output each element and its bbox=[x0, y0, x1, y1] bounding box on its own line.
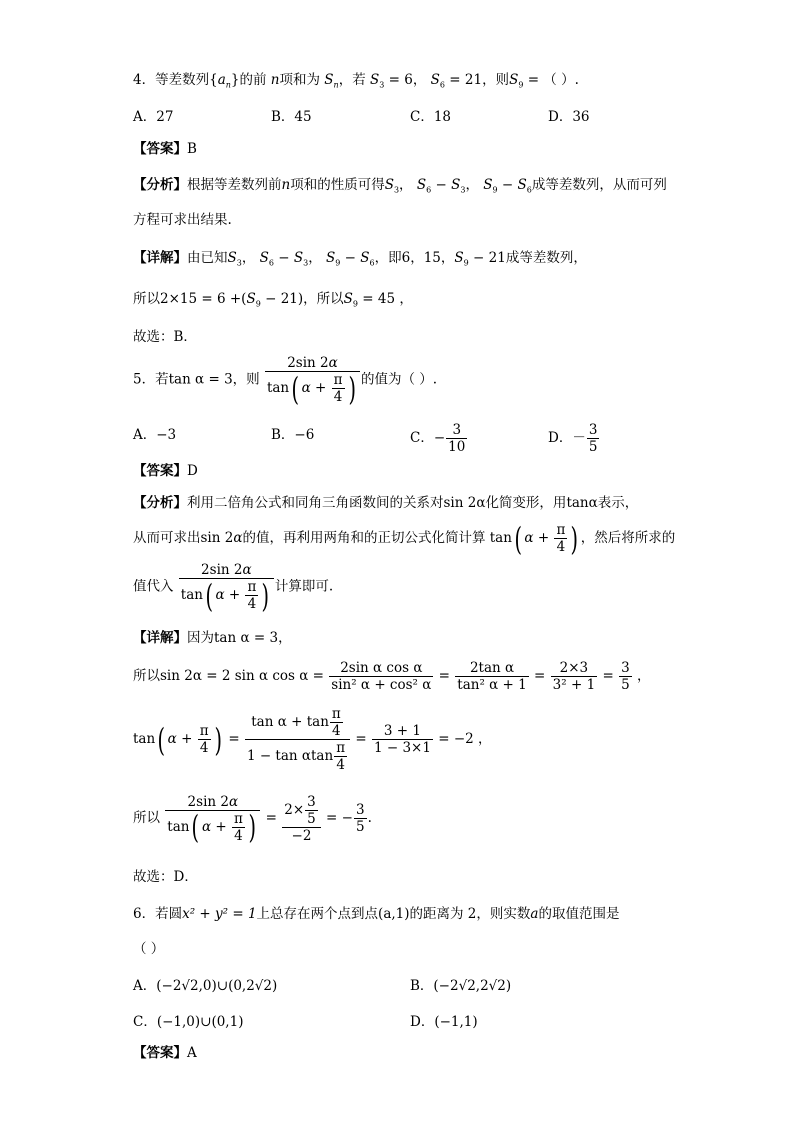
q5-eq-tan-sum: tan( α + $\frac{\pi}{4}$ ) = tan α + tan $\frac{\pi}{4}$ 1 − tan αtan $\frac{\pi}{4}$ = $\frac{3 + 1}{1 - 3\times 1}$ = −2 ， bbox=[133, 706, 492, 773]
q4-option-a[interactable]: A．27 bbox=[133, 109, 174, 125]
q5-choose: 故选：D． bbox=[133, 869, 198, 885]
q5-analysis-line2: 从而可求出sin 2α的值，再利用两角和的正切公式化简计算 tan( α + $\frac{\pi}{4}$ ) ，然后将所求的 bbox=[133, 519, 676, 558]
q5-stem-fraction: 2sin 2α tan( α + $\frac{\pi}{4}$ ) bbox=[265, 355, 360, 405]
q5-option-b[interactable]: B．−6 bbox=[271, 427, 315, 443]
q4-analysis-line2: 方程可求出结果. bbox=[133, 212, 232, 228]
q4-option-c[interactable]: C．18 bbox=[410, 109, 452, 125]
q4-analysis: 【分析】根据等差数列前n项和的性质可得$S_3$， $S_6 - S_3$， $S_9 - S_6$成等差数列，从而可列 bbox=[133, 177, 667, 195]
q5-stem: 5．若tan α = 3，则 2sin 2α tan( α + $\frac{\pi}{4}$ ) 的值为（ ）. bbox=[133, 355, 438, 408]
q4-detail: 【详解】由已知$S_3$， $S_6 - S_3$， $S_9 - S_6$，即6，15，$S_9 - 21$成等差数列， bbox=[133, 250, 587, 268]
q5-detail: 【详解】因为tan α = 3， bbox=[133, 630, 292, 646]
q6-answer: 【答案】A bbox=[133, 1045, 197, 1061]
q4-choose: 故选：B． bbox=[133, 329, 197, 345]
q5-option-a[interactable]: A．−3 bbox=[133, 427, 177, 443]
q5-eq-sin: 所以sin 2α = 2 sin α cos α = $\frac{\text{2sin α cos α}}{\text{sin² α + cos² α}}$ = $\frac{\text{2tan α}}{\text{tan² α + 1}}$ = $\frac{2\times 3}{\text{3² + 1}}$ = $\frac{3}{5}$ ， bbox=[133, 660, 651, 693]
q6-option-b[interactable]: B．(−2√2,2√2) bbox=[410, 978, 512, 994]
q6-stem: 6．若圆x² + y² = 1上总存在两个点到点(a,1)的距离为 2，则实数a的取值范围是 bbox=[133, 906, 620, 922]
q5-option-c[interactable]: C．− $\frac{3}{10}$ bbox=[410, 422, 466, 455]
q4-stem: 4．等差数列$\{a_n\}$的前 n项和为 $S_n$，若 $S_3 = 6$， $S_6 = 21$，则$S_9$ = （ ）. bbox=[133, 72, 579, 90]
q4-option-b[interactable]: B．45 bbox=[271, 109, 312, 125]
q5-eq-final: 所以 2sin 2α tan( α + $\frac{\pi}{4}$ ) = 2× $\frac{3}{5}$ −2 = − $\frac{3}{5}$ . bbox=[133, 793, 372, 846]
q4-answer: 【答案】B bbox=[133, 141, 197, 157]
q5-analysis-line3: 值代入 2sin 2α tan( α + $\frac{\pi}{4}$ ) 计算即可. bbox=[133, 562, 334, 615]
q6-paren: （ ） bbox=[133, 941, 165, 957]
q4-option-d[interactable]: D．36 bbox=[548, 109, 590, 125]
q4-detail-line2: 所以$2\times 15 = 6 +(S_9 - 21)$，所以$S_9 = 45$ ， bbox=[133, 291, 413, 309]
q6-option-a[interactable]: A．(−2√2,0)∪(0,2√2) bbox=[133, 978, 278, 994]
q6-option-d[interactable]: D．(−1,1) bbox=[410, 1014, 478, 1030]
q6-option-c[interactable]: C．(−1,0)∪(0,1) bbox=[133, 1014, 244, 1030]
q5-option-d[interactable]: D．－ $\frac{3}{5}$ bbox=[548, 422, 598, 455]
q5-analysis: 【分析】利用二倍角公式和同角三角函数间的关系对sin 2α化简变形，用tanα表示， bbox=[133, 495, 639, 511]
q5-answer: 【答案】D bbox=[133, 463, 198, 479]
